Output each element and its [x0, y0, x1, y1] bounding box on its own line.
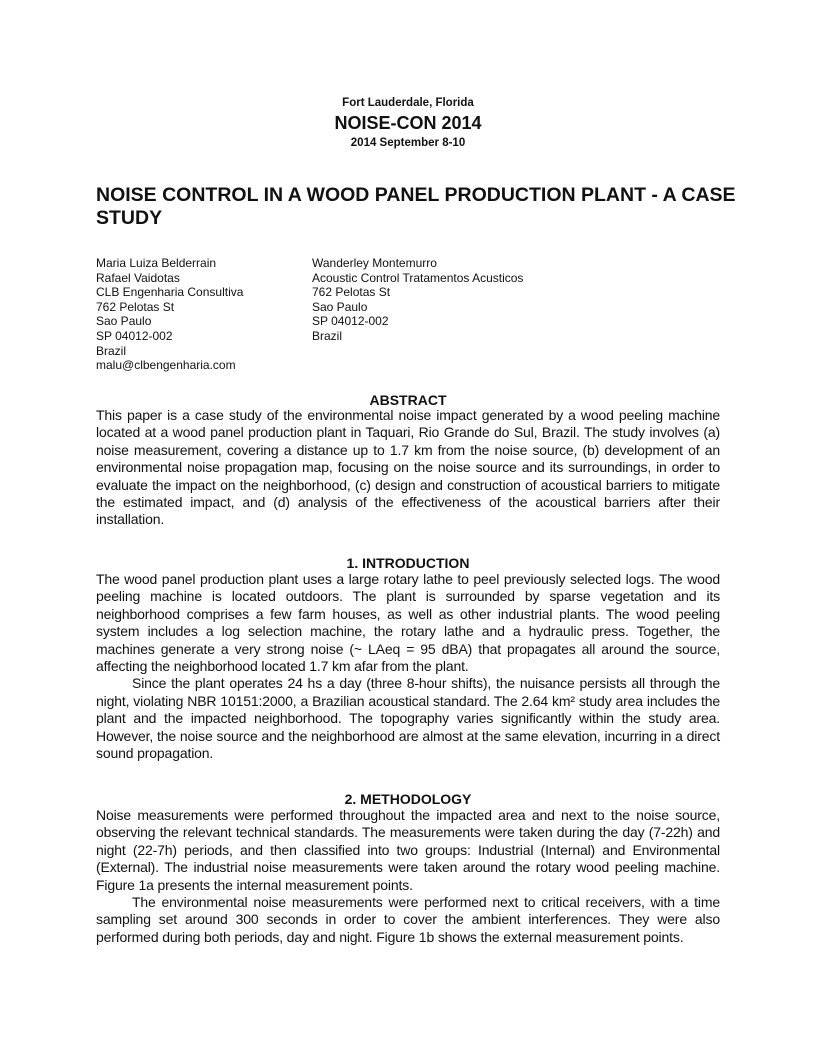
author-line: Brazil	[312, 328, 343, 343]
introduction-paragraph-1: The wood panel production plant uses a large rotary lathe to peel previously selected logs. The wood peeling machine is located outdoors. The plant is surrounded by sparse vegetation and its neighborhood comprises a few farm houses, as well as other industrial plants. The wood peeling system includes a log selection machine, the rotary lathe and a hydraulic press. Together, the machines generate a very strong noise (~ LAeq = 95 dBA) that propagates all around the source, affecting the neighborhood located 1.7 km afar from the plant.	[96, 571, 720, 675]
author-line: 762 Pelotas St	[96, 299, 175, 314]
introduction-heading: 1. INTRODUCTION	[346, 555, 470, 571]
author-line: Sao Paulo	[312, 299, 368, 314]
paper-title: NOISE CONTROL IN A WOOD PANEL PRODUCTION PLANT - A CASE STUDY	[96, 184, 736, 229]
abstract-heading: ABSTRACT	[369, 392, 447, 408]
methodology-paragraph-1: Noise measurements were performed throughout the impacted area and next to the noise source, observing the relevant technical standards. The measurements were taken during the day (7-22h) and night (22-7h) periods, and then classified into two groups: Industrial (Internal) and Environmental (External). The industrial noise measurements were taken around the rotary wood peeling machine. Figure 1a presents the internal measurement points.	[96, 807, 720, 893]
methodology-heading: 2. METHODOLOGY	[344, 791, 472, 807]
author-line: CLB Engenharia Consultiva	[96, 285, 244, 300]
methodology-body	[96, 807, 720, 946]
author-line: SP 04012-002	[312, 314, 389, 329]
author-line: Brazil	[96, 343, 127, 358]
author-line: Maria Luiza Belderrain	[96, 256, 217, 270]
author-line: 762 Pelotas St	[312, 285, 391, 300]
conference-location: Fort Lauderdale, Florida	[342, 97, 474, 109]
methodology-paragraph-2: The environmental noise measurements were performed next to critical receivers, with a time sampling set around 300 seconds in order to cover the ambient interferences. They were also performed during both periods, day and night. Figure 1b shows the external measurement points.	[96, 894, 720, 945]
abstract-body	[96, 407, 720, 529]
author-line: Wanderley Montemurro	[312, 256, 437, 270]
author-line: Rafael Vaidotas	[96, 270, 180, 285]
introduction-paragraph-2: Since the plant operates 24 hs a day (three 8-hour shifts), the nuisance persists all through the night, violating NBR 10151:2000, a Brazilian acoustical standard. The 2.64 km² study area includes the plant and the impacted neighborhood. The topography varies significantly within the study area. However, the noise source and the neighborhood are almost at the same elevation, incurring in a direct sound propagation.	[96, 675, 720, 762]
author-block-left	[96, 256, 243, 373]
author-line: Acoustic Control Tratamentos Acusticos	[312, 270, 524, 285]
author-line: Sao Paulo	[96, 314, 152, 329]
author-email: malu@clbengenharia.com	[96, 358, 236, 373]
conference-name: NOISE-CON 2014	[334, 113, 482, 133]
introduction-body	[96, 571, 720, 762]
author-block-right	[312, 256, 523, 344]
abstract-paragraph: This paper is a case study of the environmental noise impact generated by a wood peeling machine located at a wood panel production plant in Taquari, Rio Grande do Sul, Brazil. The study involves (a) noise measurement, covering a distance up to 1.7 km from the noise source, (b) development of an environmental noise propagation map, focusing on the noise source and its surroundings, in order to evaluate the impact on the neighborhood, (c) design and construction of acoustical barriers to mitigate the estimated impact, and (d) analysis of the effectiveness of the acoustical barriers after their installation.	[96, 407, 720, 528]
conference-date: 2014 September 8-10	[350, 137, 466, 149]
author-line: SP 04012-002	[96, 328, 173, 343]
